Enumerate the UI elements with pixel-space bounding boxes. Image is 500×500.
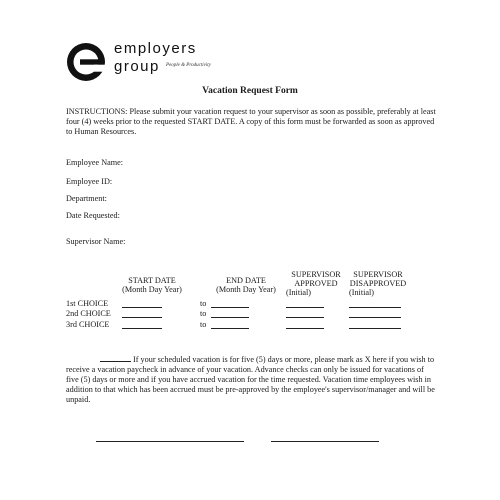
start-date-blank-2[interactable] [122, 317, 162, 318]
header-end-date: END DATE (Month Day Year) [216, 276, 276, 294]
approved-blank-3[interactable] [286, 328, 324, 329]
form-title: Vacation Request Form [202, 86, 298, 96]
paycheck-paragraph [66, 353, 436, 405]
row-3rd-choice-label: 3rd CHOICE [66, 320, 110, 329]
instructions-text: INSTRUCTIONS: Please submit your vacation request to your supervisor as soon as possible, preferably at least four (4) weeks prior to the requested START DATE. A copy of this form must be forwarded as soon as approved to Human Resources. [66, 107, 436, 136]
row-2nd-choice-label: 2nd CHOICE [66, 309, 111, 318]
to-label-1: to [200, 299, 207, 308]
start-date-blank-3[interactable] [122, 328, 162, 329]
advance-paycheck-mark-blank[interactable] [100, 353, 131, 362]
field-employee-name-label: Employee Name: [66, 158, 124, 167]
field-date-requested-label: Date Requested: [66, 211, 120, 220]
field-employee-id-label: Employee ID: [66, 177, 113, 186]
end-date-blank-2[interactable] [211, 317, 249, 318]
brand-name-line1: employers [114, 40, 197, 57]
start-date-blank-1[interactable] [122, 307, 162, 308]
disapproved-blank-1[interactable] [349, 307, 401, 308]
approved-blank-1[interactable] [286, 307, 324, 308]
brand-tagline: People & Productivity [166, 63, 211, 68]
paycheck-paragraph-text: If your scheduled vacation is for five (5) days or more, please mark as X here if you wish to receive a vacation paycheck in advance of your vacation. Advance checks can only be issued for vacations of five (5) days or more and if you have accrued vacation for the time requested. Vacation time employees wish in addition to that which has been accrued must be pre-approved by the employee's supervisor/manager and will be unpaid. [66, 355, 435, 404]
header-supervisor-approved: SUPERVISOR APPROVED (Initial) [286, 270, 341, 297]
to-label-3: to [200, 320, 207, 329]
disapproved-blank-3[interactable] [349, 328, 401, 329]
end-date-blank-3[interactable] [211, 328, 249, 329]
header-start-date: START DATE (Month Day Year) [122, 276, 182, 294]
approved-blank-2[interactable] [286, 317, 324, 318]
employee-signature-line[interactable] [96, 441, 244, 442]
brand-name-line2: group [114, 58, 160, 75]
field-department-label: Department: [66, 194, 107, 203]
supervisor-signature-line[interactable] [271, 441, 379, 442]
field-supervisor-name-label: Supervisor Name: [66, 237, 126, 246]
end-date-blank-1[interactable] [211, 307, 249, 308]
to-label-2: to [200, 309, 207, 318]
disapproved-blank-2[interactable] [349, 317, 401, 318]
header-supervisor-disapproved: SUPERVISOR DISAPPROVED (Initial) [349, 270, 407, 297]
employers-group-e-logo-icon [66, 42, 106, 82]
row-1st-choice-label: 1st CHOICE [66, 299, 109, 308]
